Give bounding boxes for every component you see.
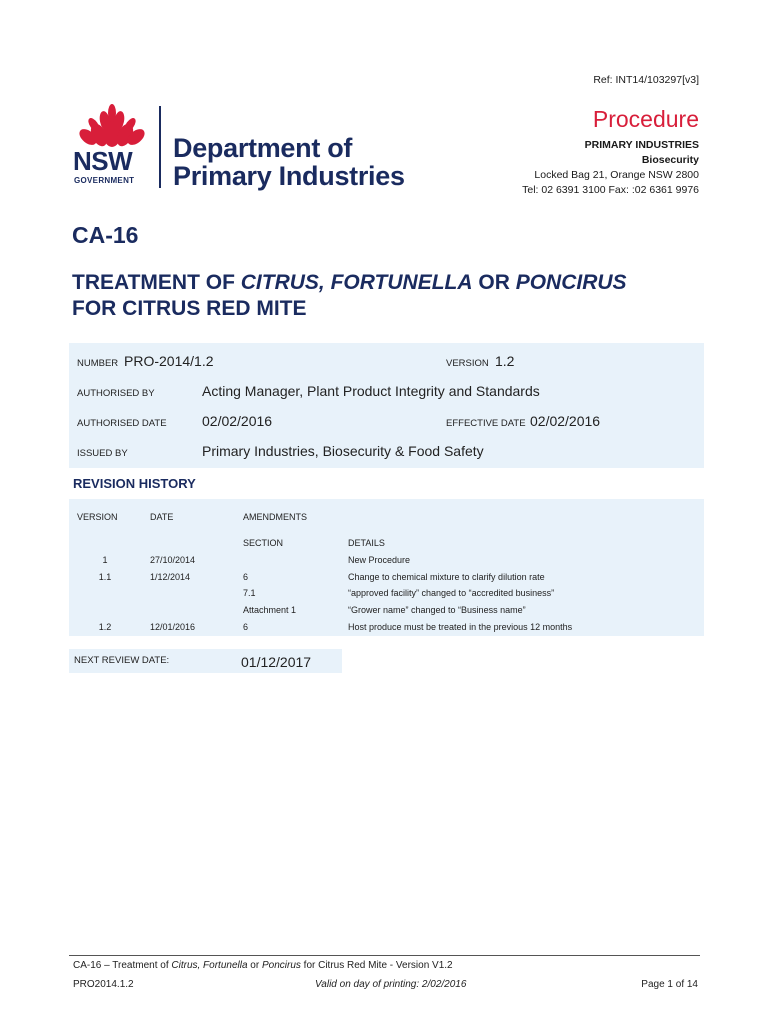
authorised-by-label: AUTHORISED BY (77, 388, 155, 399)
number-label: NUMBER (77, 358, 119, 369)
footer-divider (69, 955, 700, 956)
title-line2: FOR CITRUS RED MITE (72, 297, 307, 320)
footer-title-part: for Citrus Red Mite - Version V1.2 (300, 960, 453, 971)
reference-number: Ref: INT14/103297[v3] (593, 74, 699, 86)
document-code: CA-16 (72, 222, 139, 248)
footer-title-part: CA-16 – Treatment of (73, 960, 172, 971)
unit-name: Biosecurity (641, 154, 699, 166)
title-part: TREATMENT OF (72, 271, 241, 294)
footer-document-number: PRO2014.1.2 (73, 979, 134, 990)
table-row-section: 7.1 (243, 588, 256, 598)
waratah-icon (72, 103, 152, 151)
table-row-section: 6 (243, 622, 249, 632)
department-name-line2: Primary Industries (173, 161, 405, 191)
table-row-details: “Grower name” changed to “Business name” (348, 605, 526, 615)
footer-title (73, 960, 453, 971)
contact-numbers: Tel: 02 6391 3100 Fax: :02 6361 9976 (522, 184, 699, 196)
authorised-date-label: AUTHORISED DATE (77, 418, 167, 429)
postal-address: Locked Bag 21, Orange NSW 2800 (534, 169, 699, 181)
column-header-date: DATE (150, 512, 174, 522)
document-title (72, 270, 712, 322)
table-row-section: Attachment 1 (243, 605, 297, 615)
department-name-line1: Department of (173, 133, 353, 163)
table-row-version: 1.1 (98, 572, 112, 582)
footer-page-number: Page 1 of 14 (641, 979, 698, 990)
effective-date-value: 02/02/2016 (530, 413, 601, 429)
procedure-title: Procedure (592, 106, 699, 132)
footer-title-italic: Poncirus (261, 960, 301, 971)
authorised-by-value: Acting Manager, Plant Product Integrity and Standards (202, 383, 540, 399)
column-header-section: SECTION (243, 538, 284, 548)
table-row-details: New Procedure (348, 555, 411, 565)
column-header-amendments: AMENDMENTS (243, 512, 308, 522)
authorised-date-value: 02/02/2016 (202, 413, 273, 429)
effective-date-label: EFFECTIVE DATE (446, 418, 526, 429)
table-row-version: 1.2 (98, 622, 112, 632)
title-part-italic: CITRUS, FORTUNELLA (240, 271, 473, 294)
column-header-version: VERSION (77, 512, 118, 522)
next-review-label: NEXT REVIEW DATE: (74, 655, 170, 666)
procedure-block (522, 106, 699, 198)
table-row-details: Host produce must be treated in the previous 12 months (348, 622, 573, 632)
next-review-value: 01/12/2017 (241, 654, 312, 670)
number-value: PRO-2014/1.2 (124, 353, 214, 369)
issued-by-value: Primary Industries, Biosecurity & Food Safety (202, 443, 484, 459)
logo-divider (159, 106, 161, 188)
version-value: 1.2 (495, 353, 515, 369)
title-part-italic: PONCIRUS (515, 271, 627, 294)
footer-validity: Valid on day of printing: 2/02/2016 (315, 979, 467, 990)
nsw-wordmark: NSW (73, 146, 133, 176)
government-wordmark: GOVERNMENT (74, 176, 135, 185)
issued-by-label: ISSUED BY (77, 448, 128, 459)
title-part: OR (472, 271, 516, 294)
column-header-details: DETAILS (348, 538, 385, 548)
footer-title-italic: Citrus, Fortunella (171, 960, 248, 971)
table-row-date: 12/01/2016 (150, 622, 196, 632)
revision-history-heading: REVISION HISTORY (73, 476, 196, 491)
table-row-details: “approved facility” changed to “accredited business” (348, 588, 555, 598)
division-name: PRIMARY INDUSTRIES (584, 139, 699, 151)
table-row-section: 6 (243, 572, 249, 582)
footer-title-part: or (247, 960, 262, 971)
version-label: VERSION (446, 358, 489, 369)
table-row-details: Change to chemical mixture to clarify dilution rate (348, 572, 545, 582)
table-row-date: 1/12/2014 (150, 572, 191, 582)
table-row-version: 1 (102, 555, 108, 565)
table-row-date: 27/10/2014 (150, 555, 196, 565)
